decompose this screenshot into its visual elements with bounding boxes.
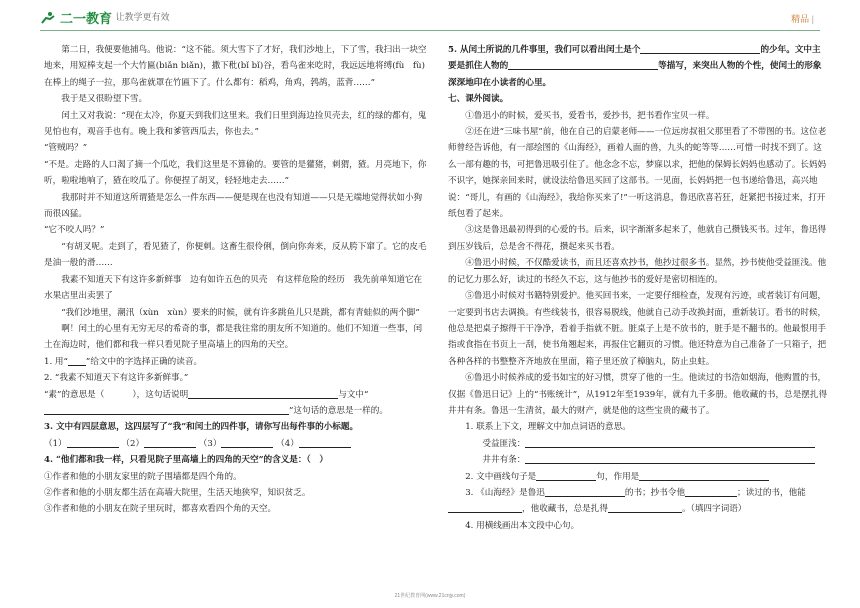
option-item: ①作者和他的小朋友家里的院子围墙都是四个角的。 — [44, 471, 242, 482]
passage-paragraph: 闰土又对我说：“现在太冷，你夏天到我们这里来。我们日里到海边捡贝壳去，红的绿的都有，鬼见怕也有，观音手也有。晚上我和爹管西瓜去，你也去。” — [44, 110, 427, 138]
reading-question-1: 1. 联系上下文，理解文中加点词语的意思。 — [465, 422, 631, 433]
answer-blank[interactable] — [639, 470, 769, 481]
logo-text: 二一教育 — [60, 11, 113, 26]
reading-paragraph: ①鲁迅小的时候，爱买书，爱看书，爱抄书，把书看作宝贝一样。 — [465, 110, 715, 121]
right-column — [448, 42, 828, 534]
answer-blank[interactable] — [545, 486, 625, 497]
reading-question-2: 2. 文中画线句子是 句，作用是 — [448, 469, 828, 485]
answer-blank[interactable] — [221, 437, 273, 448]
left-column — [44, 42, 428, 518]
question-2-part: ”这句话的意思是一样的。 — [44, 403, 428, 419]
answer-blank[interactable] — [536, 470, 596, 481]
page-header — [0, 0, 860, 34]
answer-blank[interactable] — [44, 404, 289, 415]
answer-blank[interactable] — [144, 437, 196, 448]
question-2: 2. “我素不知道天下有这许多新鲜事。” — [44, 373, 189, 384]
runner-logo-icon — [40, 11, 56, 25]
header-divider — [40, 30, 820, 31]
passage-paragraph: 我于是又很盼望下雪。 — [61, 94, 148, 105]
passage-paragraph: 第二日，我便要他捕鸟。他说：“这不能。须大雪下了才好，我们沙地上，下了雪，我扫出一块空地来，用短棒支起一个大竹匾(biǎn biǎn)，撒下秕(bǐ bǐ)谷，看鸟雀来吃时，我远远地将缚(fù fù)在棒上的绳子一拉，那鸟雀就罩在竹匾下了。什么都有：稻鸡，角鸡，鹁鸪，蓝背……” — [44, 45, 427, 88]
answer-blank[interactable] — [525, 437, 815, 448]
reading-question-4: 4. 用横线画出本文段中心句。 — [465, 520, 580, 531]
option-item: ②作者和他的小朋友都生活在高墙大院里，生活天地狭窄，知识贫乏。 — [44, 487, 311, 498]
answer-blank[interactable] — [188, 388, 338, 399]
slogan: / 让教学更有效 — [108, 10, 170, 23]
boutique-label: 精品 | — [791, 12, 814, 25]
question-3-blanks: （1） （2） （3） （4） — [44, 436, 428, 452]
question-4: 4. “他们都和我一样，只看见院子里高墙上的四角的天空”的含义是：（ ） — [44, 455, 328, 466]
passage-paragraph: “有胡叉呢。走到了，看见猹了，你便刺。这畜生很伶俐，倒向你奔来，反从胯下窜了。它的皮毛是油一般的滑…… — [44, 241, 427, 269]
site-logo — [40, 8, 112, 27]
answer-blank[interactable] — [525, 453, 815, 464]
option-item: ③作者和他的小朋友在院子里玩时，都喜欢看四个角的天空。 — [44, 504, 277, 515]
page-footer: 21世纪教育网(www.21cnjy.com) — [394, 593, 466, 599]
passage-paragraph: 我素不知道天下有这许多新鲜事 边有如许五色的贝壳 有这样危险的经历 我先前单知道它在水果店里出卖罢了 — [44, 274, 423, 302]
passage-paragraph: “管贼吗？” — [44, 143, 88, 154]
passage-paragraph: “不是。走路的人口渴了摘一个瓜吃，我们这里是不算偷的。要管的是獾猪，刺猬，猹。月亮地下，你听，啦啦地响了，猹在咬瓜了。你便捏了胡叉，轻轻地走去……” — [44, 159, 427, 187]
reading-paragraph: ⑤鲁迅小时候对书籍特别爱护。他买回书来，一定要仔细检查，发现有污迹，或者装订有问题，一定要到书店去调换。有些线装书，很容易脱线，他就自己动手改换封面，重新装订。看书的时候，他总是把桌子擦得干干净净，看着手指就不脏。脏桌子上是不放书的，脏手是不翻书的。他最恨用手指或食指在书页上一刮，使书角翘起来，再报住它翻页的习惯。他还特意为自己准备了一只箱子，把各种各样的书整整齐齐地放在里面，箱子里还放了樟脑丸，防止虫蛀。 — [448, 291, 827, 367]
answer-blank[interactable] — [608, 502, 682, 513]
question-5: 5. 从闰土所说的几件事里，我们可以看出闰土是个 的少年。文中主要是抓住人物的 等描写，来突出人物的个性，使闰土的形象深深地印在小读者的心里。 — [448, 45, 822, 88]
answer-blank[interactable] — [508, 59, 658, 70]
reading-paragraph: ⑥鲁迅小时候养成的爱书如宝的好习惯，贯穿了他的一生。他读过的书浩如烟海，他购置的书，仅据《鲁迅日记》上的“书账统计”，从1912年至1939年，就有九千多册。他收藏的书，总是摆扎得井井有条。鲁迅一生清贫，最大的财产，就是他的这些宝贵的藏书了。 — [448, 373, 828, 416]
reading-question-1a: 受益匪浅： — [448, 436, 828, 452]
reading-paragraph: ③这是鲁迅最初得到的心爱的书。后来，识字渐渐多起来了，他就自己攒钱买书。过年，鲁迅得到压岁钱后，总是舍不得花，攒起来买书看。 — [448, 225, 827, 252]
question-2-part: “素”的意思是（ ），这句话说明 与文中“ — [44, 389, 369, 400]
passage-paragraph: 我那时并不知道这所谓猹是怎么一件东西——便是现在也没有知道——只是无端地觉得状如小狗而很凶猛。 — [44, 192, 423, 220]
answer-blank[interactable] — [448, 502, 522, 513]
reading-question-3: 3. 《山海经》是鲁迅 的书；抄书令他 ；读过的书，他能 ，他收藏书，总是扎得 。（填四字词语） — [448, 485, 828, 518]
section-title: 七、课外阅读。 — [448, 94, 509, 105]
passage-paragraph: “它不咬人吗？” — [44, 225, 105, 236]
reading-paragraph: ②还在进“三味书屋”前，他在自己的启蒙老师——一位远房叔祖父那里看了不带图的书。这位老师曾经告诉他，有一部绘图的《山海经》，画着人面的兽，九头的蛇等等……可惜一时找不到了。这么一部有趣的书，可把鲁迅吸引住了。他念念不忘，梦寐以求，把他的保姆长妈妈也感动了。长妈妈不识字，她探亲回来时，就设法给鲁迅买回了这部书。一见面，长妈妈把一包书递给鲁迅，高兴地说：“哥儿，有画的《山海经》，我给你买来了!”一听这消息，鲁迅欣喜若狂，赶紧把书接过来，打开纸包看了起来。 — [448, 127, 827, 220]
reading-question-1b: 井井有条： — [448, 452, 828, 468]
answer-blank[interactable] — [640, 43, 760, 54]
passage-paragraph: “我们沙地里，潮汛（xùn xùn）要来的时候，就有许多跳鱼儿只是跳，都有青蛙似的两个脚” — [61, 307, 420, 318]
answer-blank[interactable] — [67, 437, 119, 448]
question-1: 1. 用“ ”给文中的字选择正确的读音。 — [44, 356, 203, 367]
reading-paragraph: ④鲁迅小时候，不仅酷爱读书，而且还喜欢抄书，他抄过很多书。显然，抄书使他受益匪浅。他的记忆力那么好，读过的书经久不忘，这与他抄书的爱好是密切相连的。 — [448, 258, 827, 285]
answer-blank[interactable] — [299, 437, 351, 448]
passage-paragraph: 啊！闰土的心里有无穷无尽的希奇的事，都是我往常的朋友所不知道的。他们不知道一些事，闰土在海边时，他们都和我一样只看见院子里高墙上的四角的天空。 — [44, 323, 423, 351]
question-3: 3. 文中有四层意思，这四层写了“我”和闰土的四件事，请你写出每件事的小标题。 — [44, 422, 359, 433]
answer-blank[interactable] — [68, 355, 86, 366]
answer-blank[interactable] — [685, 486, 737, 497]
underlined-sentence: 鲁迅小时候，不仅酷爱读书，而且还喜欢抄书，他抄过很多书 — [473, 258, 706, 269]
